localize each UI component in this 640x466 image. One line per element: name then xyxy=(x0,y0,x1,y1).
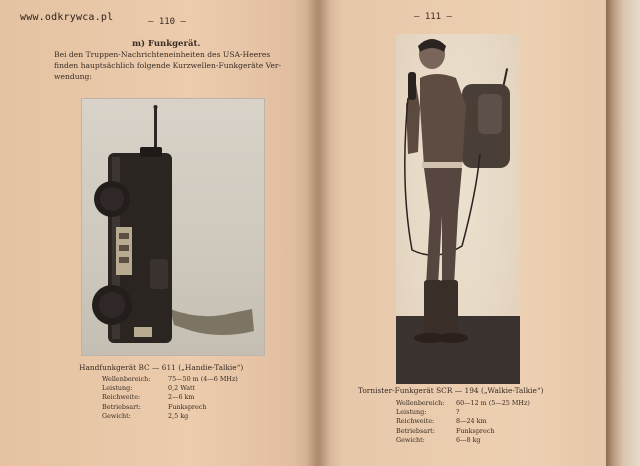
spec-label: Wellenbereich: xyxy=(102,375,151,383)
spec-value: Funksprech xyxy=(456,426,495,435)
intro-line: wendung: xyxy=(54,72,92,81)
spec-label: Leistung: xyxy=(396,408,427,417)
handie-talkie-photo xyxy=(81,98,265,356)
spec-row xyxy=(102,412,238,421)
spec-row xyxy=(102,384,238,393)
spec-label: Gewicht: xyxy=(102,411,131,420)
section-heading: m) Funkgerät. xyxy=(132,39,201,49)
intro-line: Bei den Truppen-Nachrichteneinheiten des USA-Heeres xyxy=(54,50,271,59)
spec-value: 60—12 m (5—25 MHz) xyxy=(456,399,530,407)
intro-line: finden hauptsächlich folgende Kurzwellen-Funkgeräte Ver- xyxy=(54,61,282,70)
spec-label: Betriebsart: xyxy=(396,426,435,435)
spec-row xyxy=(396,436,530,445)
specs-handie-talkie xyxy=(102,375,238,421)
book-edge xyxy=(606,0,640,466)
spec-row xyxy=(102,393,238,402)
soldier-illustration xyxy=(396,34,520,384)
caption-walkie-talkie: Tornister-Funkgerät SCR — 194 („Walkie-Talkie“) xyxy=(358,386,544,395)
spec-value: 6—8 kg xyxy=(456,435,481,444)
spec-row xyxy=(396,417,530,426)
spec-label: Reichweite: xyxy=(102,393,141,402)
spec-label: Reichweite: xyxy=(396,417,435,426)
walkie-talkie-photo xyxy=(396,34,520,384)
spec-row xyxy=(396,399,530,408)
watermark: www.odkrywca.pl xyxy=(20,12,114,23)
page-number-right: — 111 — xyxy=(414,12,452,22)
spec-row xyxy=(102,403,238,412)
spec-row xyxy=(396,427,530,436)
caption-handie-talkie: Handfunkgerät BC — 611 („Handie-Talkie“) xyxy=(79,363,244,372)
spec-value: 2,5 kg xyxy=(168,411,189,420)
spec-label: Wellenbereich: xyxy=(396,399,445,407)
page-number-left: — 110 — xyxy=(148,17,186,27)
specs-walkie-talkie xyxy=(396,399,530,445)
spec-row xyxy=(102,375,238,384)
spec-value: ? xyxy=(456,408,460,417)
handie-talkie-illustration xyxy=(82,99,264,355)
spec-label: Leistung: xyxy=(102,384,133,393)
spec-value: 2—6 km xyxy=(168,393,195,402)
spec-value: 75—50 m (4—6 MHz) xyxy=(168,375,238,383)
spec-label: Gewicht: xyxy=(396,435,425,444)
spec-row xyxy=(396,408,530,417)
spec-value: 8—24 km xyxy=(456,417,487,426)
intro-paragraph xyxy=(54,49,294,82)
spec-value: Funksprech xyxy=(168,402,207,411)
book-gutter xyxy=(306,0,330,466)
spec-label: Betriebsart: xyxy=(102,402,141,411)
spec-value: 0,2 Watt xyxy=(168,384,196,393)
